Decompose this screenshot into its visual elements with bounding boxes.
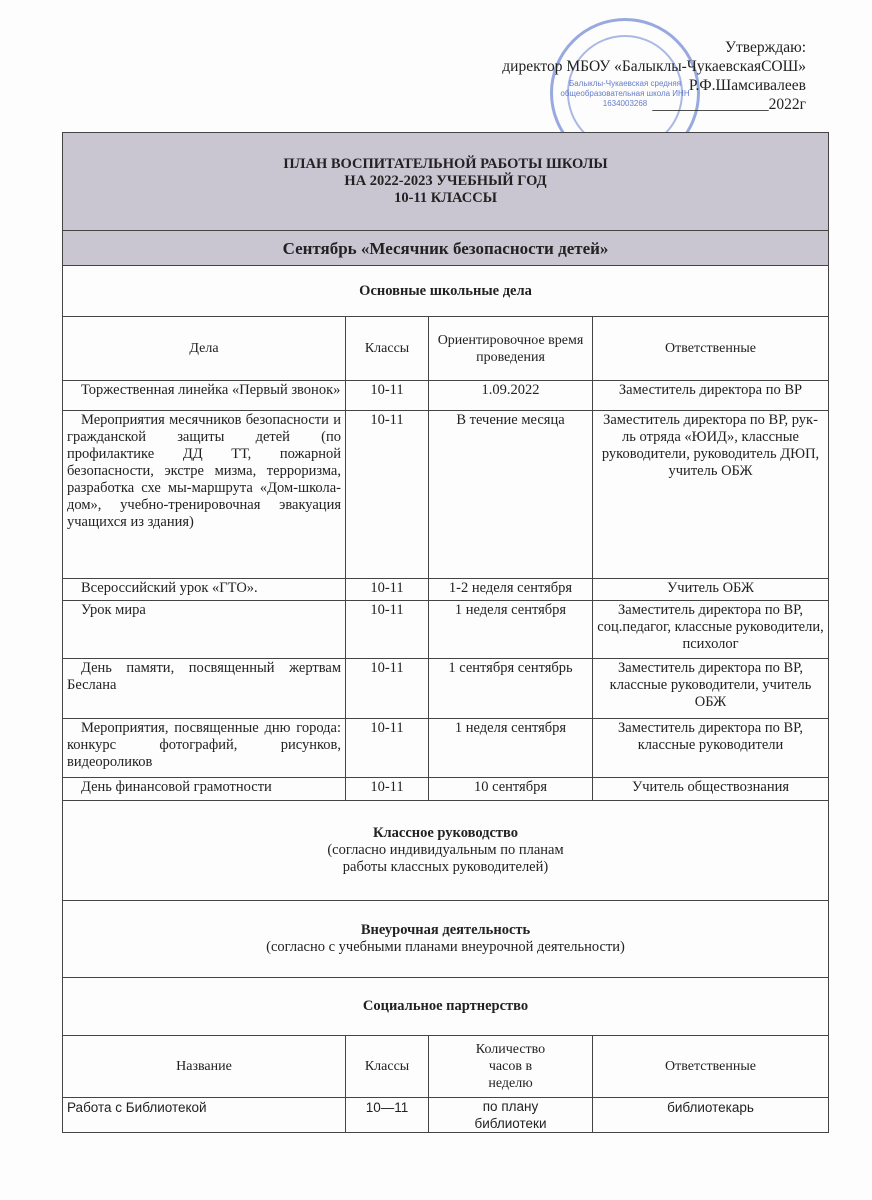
column-header: Ответственные	[593, 317, 829, 381]
cell-responsible: Заместитель директора по ВР, классные руководители	[593, 719, 829, 778]
approval-position: директор МБОУ «Балыклы-ЧукаевскаяСОШ»	[502, 58, 806, 75]
cell-classes: 10-11	[346, 579, 429, 601]
column-header: Классы	[346, 317, 429, 381]
cell-name: Урок мира	[63, 601, 346, 659]
section-title: Основные школьные дела	[359, 282, 532, 299]
cell-name: Торжественная линейка «Первый звонок»	[63, 381, 346, 411]
stamp-text: Балыклы-Чукаевская средняя общеобразовательная школа ИНН 1634003268	[560, 79, 690, 108]
cell-time: 1-2 неделя сентября	[429, 579, 593, 601]
approval-block	[502, 38, 806, 114]
title-line: 10-11 КЛАССЫ	[394, 190, 497, 206]
cell-classes: 10-11	[346, 719, 429, 778]
cell-name: Мероприятия, посвященные дню города: конкурс фотографий, рисунков, видеороликов	[63, 719, 346, 778]
cell-classes: 10-11	[346, 601, 429, 659]
cell-classes: 10-11	[346, 778, 429, 801]
column-header: Количество часов в неделю	[429, 1036, 593, 1098]
title-line: НА 2022-2023 УЧЕБНЫЙ ГОД	[344, 173, 547, 189]
column-header: Дела	[63, 317, 346, 381]
cell-name: Работа с Библиотекой	[63, 1098, 346, 1133]
cell-classes: 10-11	[346, 659, 429, 719]
column-header: Ответственные	[593, 1036, 829, 1098]
cell-time: 10 сентября	[429, 778, 593, 801]
cell-responsible: Заместитель директора по ВР, соц.педагог, классные руководители, психолог	[593, 601, 829, 659]
month-heading: Сентябрь «Месячник безопасности детей»	[63, 231, 829, 266]
cell-time: 1 неделя сентября	[429, 601, 593, 659]
table-row	[63, 1098, 829, 1133]
table-row	[63, 579, 829, 601]
cell-responsible: Учитель ОБЖ	[593, 579, 829, 601]
table-row	[63, 601, 829, 659]
section-note: (согласно с учебными планами внеурочной деятельности)	[266, 939, 625, 955]
section-heading	[63, 801, 829, 901]
cell-name: Всероссийский урок «ГТО».	[63, 579, 346, 601]
cell-name: День финансовой грамотности	[63, 778, 346, 801]
title-line: ПЛАН ВОСПИТАТЕЛЬНОЙ РАБОТЫ ШКОЛЫ	[283, 156, 608, 172]
cell-responsible: библиотекарь	[593, 1098, 829, 1133]
cell-classes: 10-11	[346, 381, 429, 411]
section-title: Социальное партнерство	[362, 998, 529, 1014]
section-heading	[63, 901, 829, 978]
cell-classes: 10-11	[346, 411, 429, 579]
cell-time: 1 сентября сентябрь	[429, 659, 593, 719]
cell-time: 1.09.2022	[429, 381, 593, 411]
cell-time: В течение месяца	[429, 411, 593, 579]
plan-table	[62, 132, 829, 1133]
approval-title: Утверждаю:	[725, 39, 806, 56]
section-note: (согласно индивидуальным по планам работы классных руководителей)	[327, 842, 564, 875]
table-row	[63, 411, 829, 579]
column-header: Классы	[346, 1036, 429, 1098]
column-header: Ориентировочное время проведения	[429, 317, 593, 381]
cell-responsible: Заместитель директора по ВР, рук-ль отряда «ЮИД», классные руководители, руководитель ДЮП, учитель ОБЖ	[593, 411, 829, 579]
approval-date: _______________2022г	[652, 96, 806, 113]
cell-name: Мероприятия месячников безопасности и гражданской защиты детей (по профилактике ДД ТТ, пожарной безопасности, экстре мизма, терроризма, разработка схе мы-маршрута «Дом-школа-дом», учебно-тренировочная эвакуация учащихся из здания)	[63, 411, 346, 579]
cell-responsible: Учитель обществознания	[593, 778, 829, 801]
cell-responsible: Заместитель директора по ВР	[593, 381, 829, 411]
column-header: Название	[63, 1036, 346, 1098]
section-heading	[63, 266, 829, 317]
cell-time: по плану библиотеки	[429, 1098, 593, 1133]
cell-classes: 10—11	[346, 1098, 429, 1133]
table-row	[63, 659, 829, 719]
section-heading	[63, 978, 829, 1036]
cell-responsible: Заместитель директора по ВР, классные руководители, учитель ОБЖ	[593, 659, 829, 719]
cell-name: День памяти, посвященный жертвам Беслана	[63, 659, 346, 719]
approval-name: Р.Ф.Шамсивалеев	[688, 77, 806, 94]
table-row	[63, 719, 829, 778]
table-row	[63, 381, 829, 411]
section-title: Классное руководство	[372, 825, 519, 841]
cell-time: 1 неделя сентября	[429, 719, 593, 778]
table-row	[63, 778, 829, 801]
plan-title	[63, 133, 829, 231]
section-title: Внеурочная деятельность	[360, 922, 531, 938]
